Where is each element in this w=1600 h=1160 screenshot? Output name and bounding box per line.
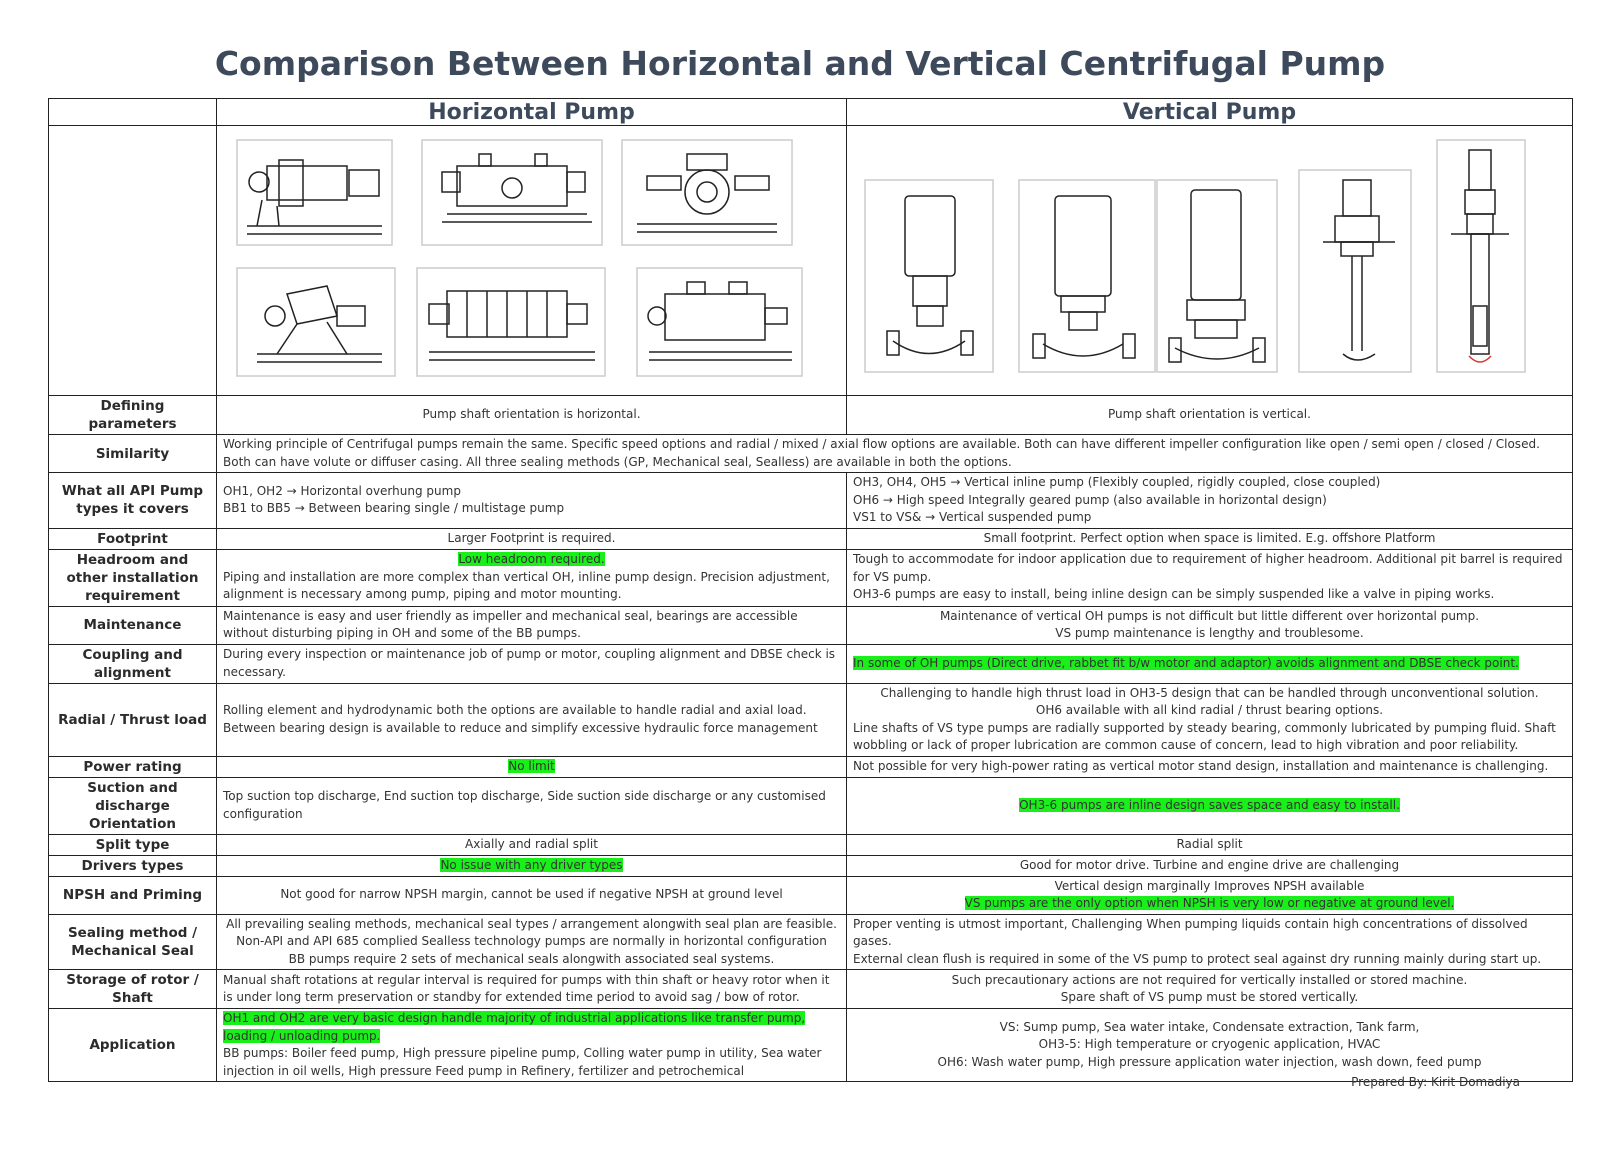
label-storage: Storage of rotor / Shaft — [49, 970, 217, 1009]
row-suction-discharge — [49, 777, 1573, 834]
pump-sketch-vs1 — [1437, 140, 1525, 372]
row-application — [49, 1009, 1573, 1082]
pump-sketch-bb2 — [622, 140, 792, 245]
horizontal-pump-drawings — [217, 126, 847, 396]
horizontal-defining: Pump shaft orientation is horizontal. — [217, 396, 847, 435]
label-similarity: Similarity — [49, 435, 217, 473]
vertical-api — [847, 473, 1573, 529]
label-footprint: Footprint — [49, 528, 217, 549]
vertical-pump-drawings — [847, 126, 1573, 396]
label-split-type: Split type — [49, 834, 217, 855]
vertical-headroom — [847, 549, 1573, 606]
image-row-label — [49, 126, 217, 396]
pump-sketch-bb1 — [422, 140, 602, 245]
vertical-split: Radial split — [847, 834, 1573, 855]
vertical-radial — [847, 683, 1573, 756]
vertical-maintenance — [847, 606, 1573, 644]
vertical-pump-sketches — [847, 126, 1573, 390]
horizontal-sealing — [217, 914, 847, 970]
pump-sketch-bb3 — [417, 268, 605, 376]
page-title: Comparison Between Horizontal and Vertical Centrifugal Pump — [214, 44, 1386, 83]
vertical-sealing — [847, 914, 1573, 970]
vertical-application-line-1: VS: Sump pump, Sea water intake, Condensate extraction, Tank farm, — [999, 1019, 1420, 1034]
vertical-headroom-line-1: Tough to accommodate for indoor application due to requirement of higher headroom. Additional pit barrel is required for VS pump. — [853, 552, 1563, 584]
horizontal-storage: Manual shaft rotations at regular interval is required for pumps with thin shaft or heavy rotor when it is under long term preservation or standby for extended time period to avoid sag / bow of rotor. — [217, 970, 847, 1009]
label-application: Application — [49, 1009, 217, 1082]
row-drivers-types — [49, 855, 1573, 876]
horizontal-radial-line-2: Between bearing design is available to reduce and simplify excessive hydraulic force management — [223, 720, 818, 735]
horizontal-headroom-line-1: Piping and installation are more complex than vertical OH, inline pump design. Precision adjustment, alignment is necessary among pump, piping and motor mounting. — [223, 569, 830, 602]
vertical-api-line-3: VS1 to VS& → Vertical suspended pump — [853, 510, 1092, 524]
corner-header — [49, 99, 217, 126]
label-sealing: Sealing method / Mechanical Seal — [49, 914, 217, 970]
vertical-radial-line-2: OH6 available with all kind radial / thrust bearing options. — [1035, 703, 1384, 717]
header-row — [49, 99, 1573, 126]
horizontal-radial-line-1: Rolling element and hydrodynamic both the options are available to handle radial and axial load. — [223, 703, 807, 717]
pump-sketch-oh5 — [1157, 180, 1277, 372]
horizontal-coupling: During every inspection or maintenance job of pump or motor, coupling alignment and DBSE check is necessary. — [217, 644, 847, 683]
vertical-npsh-highlight: VS pumps are the only option when NPSH is very low or negative at ground level. — [964, 896, 1455, 910]
pump-sketch-oh1 — [237, 140, 392, 245]
row-api-types — [49, 473, 1573, 529]
row-sealing — [49, 914, 1573, 970]
horizontal-maintenance: Maintenance is easy and user friendly as impeller and mechanical seal, bearings are accessible without disturbing piping in OH and some of the BB pumps. — [217, 606, 847, 644]
vertical-suction — [847, 777, 1573, 834]
label-npsh: NPSH and Priming — [49, 876, 217, 914]
horizontal-footprint: Larger Footprint is required. — [217, 528, 847, 549]
vertical-suction-highlight: OH3-6 pumps are inline design saves space and easy to install. — [1019, 797, 1400, 812]
horizontal-application-highlight: OH1 and OH2 are very basic design handle majority of industrial applications like transfer pump, loading / unloading pump. — [223, 1011, 806, 1043]
vertical-application-line-2: OH3-5: High temperature or cryogenic application, HVAC — [1038, 1037, 1381, 1052]
vertical-coupling-highlight: In some of OH pumps (Direct drive, rabbet fit b/w motor and adaptor) avoids alignment and DBSE check point. — [853, 655, 1519, 670]
horizontal-application — [217, 1009, 847, 1082]
label-api-types: What all API Pump types it covers — [49, 473, 217, 529]
row-defining-parameters — [49, 396, 1573, 435]
vertical-npsh-line-1: Vertical design marginally Improves NPSH available — [1054, 878, 1365, 893]
vertical-storage — [847, 970, 1573, 1009]
row-coupling — [49, 644, 1573, 683]
vertical-radial-line-3: Line shafts of VS type pumps are radially supported by steady bearing, commonly lubricated by pumping fluid. Shaft wobbling or lack of proper lubrication are common cause of concern, lead to high vibration and poor reliability. — [853, 720, 1556, 752]
pump-sketch-oh4 — [1019, 180, 1155, 372]
horizontal-sealing-line-3: BB pumps require 2 sets of mechanical seals alongwith associated seal systems. — [288, 951, 775, 966]
pump-sketch-oh2 — [237, 268, 395, 376]
vertical-drivers: Good for motor drive. Turbine and engine drive are challenging — [847, 855, 1573, 876]
image-row — [49, 126, 1573, 396]
vertical-footprint: Small footprint. Perfect option when space is limited. E.g. offshore Platform — [847, 528, 1573, 549]
vertical-maintenance-line-1: Maintenance of vertical OH pumps is not difficult but little different over horizontal pump. — [939, 608, 1480, 623]
horizontal-pump-sketches — [217, 126, 847, 390]
vertical-defining: Pump shaft orientation is vertical. — [847, 396, 1573, 435]
vertical-header: Vertical Pump — [847, 99, 1573, 126]
vertical-sealing-line-2: External clean flush is required in some of the VS pump to protect seal against dry running mainly during start up. — [853, 951, 1542, 966]
horizontal-power-highlight: No limit — [508, 758, 555, 773]
horizontal-header: Horizontal Pump — [217, 99, 847, 126]
vertical-api-line-1: OH3, OH4, OH5 → Vertical inline pump (Flexibly coupled, rigidly coupled, close coupled) — [853, 475, 1381, 489]
label-suction-discharge: Suction and discharge Orientation — [49, 777, 217, 834]
horizontal-power — [217, 756, 847, 777]
comparison-table — [48, 98, 1573, 1082]
similarity-line-1: Working principle of Centrifugal pumps remain the same. Specific speed options and radial / mixed / axial flow options are available. Both can have different impeller configuration like open / semi open / closed / Closed. — [223, 437, 1540, 451]
vertical-storage-line-2: Spare shaft of VS pump must be stored vertically. — [1060, 990, 1359, 1004]
horizontal-headroom-highlight: Low headroom required. — [458, 552, 605, 567]
pump-sketch-oh3 — [865, 180, 993, 372]
vertical-application-line-3: OH6: Wash water pump, High pressure application water injection, wash down, feed pump — [937, 1054, 1482, 1069]
vertical-application — [847, 1009, 1573, 1082]
vertical-npsh — [847, 876, 1573, 914]
label-power-rating: Power rating — [49, 756, 217, 777]
label-radial-thrust: Radial / Thrust load — [49, 683, 217, 756]
row-maintenance — [49, 606, 1573, 644]
horizontal-npsh: Not good for narrow NPSH margin, cannot be used if negative NPSH at ground level — [217, 876, 847, 914]
horizontal-split: Axially and radial split — [217, 834, 847, 855]
label-defining-parameters: Defining parameters — [49, 396, 217, 435]
label-headroom: Headroom and other installation requirement — [49, 549, 217, 606]
row-similarity — [49, 435, 1573, 473]
label-coupling: Coupling and alignment — [49, 644, 217, 683]
row-storage — [49, 970, 1573, 1009]
vertical-power: Not possible for very high-power rating as vertical motor stand design, installation and maintenance is challenging. — [847, 756, 1573, 777]
horizontal-api-line-1: OH1, OH2 → Horizontal overhung pump — [223, 483, 461, 498]
vertical-sealing-line-1: Proper venting is utmost important, Challenging When pumping liquids contain high concentrations of dissolved gases. — [853, 916, 1528, 948]
label-drivers-types: Drivers types — [49, 855, 217, 876]
horizontal-sealing-line-1: All prevailing sealing methods, mechanical seal types / arrangement alongwith seal plan are feasible. — [226, 916, 837, 931]
horizontal-sealing-line-2: Non-API and API 685 complied Sealless technology pumps are normally in horizontal configuration — [236, 934, 827, 948]
vertical-radial-line-1: Challenging to handle high thrust load in OH3-5 design that can be handled through unconventional solution. — [880, 685, 1539, 700]
vertical-storage-line-1: Such precautionary actions are not required for vertically installed or stored machine. — [951, 972, 1468, 987]
row-footprint — [49, 528, 1573, 549]
horizontal-suction: Top suction top discharge, End suction top discharge, Side suction side discharge or any customised configuration — [217, 777, 847, 834]
horizontal-headroom — [217, 549, 847, 606]
row-npsh — [49, 876, 1573, 914]
horizontal-api — [217, 473, 847, 529]
prepared-by: Prepared By: Kirit Domadiya — [1351, 1075, 1520, 1089]
vertical-maintenance-line-2: VS pump maintenance is lengthy and troublesome. — [1055, 626, 1364, 640]
vertical-api-line-2: OH6 → High speed Integrally geared pump (also available in horizontal design) — [853, 492, 1327, 507]
row-radial-thrust — [49, 683, 1573, 756]
pump-sketch-bb5 — [637, 268, 802, 376]
horizontal-application-line-1: BB pumps: Boiler feed pump, High pressure pipeline pump, Colling water pump in utility, Sea water injection in oil wells, High pressure Feed pump in Refinery, fertilizer and petrochemical — [223, 1046, 822, 1078]
pump-sketch-vs4 — [1299, 170, 1411, 372]
similarity-line-2: Both can have volute or diffuser casing. All three sealing methods (GP, Mechanical seal, Sealless) are available in both the options. — [223, 454, 1012, 469]
horizontal-api-line-2: BB1 to BB5 → Between bearing single / multistage pump — [223, 501, 565, 516]
horizontal-drivers-highlight: No issue with any driver types — [440, 857, 623, 872]
horizontal-radial — [217, 683, 847, 756]
horizontal-drivers — [217, 855, 847, 876]
vertical-headroom-line-2: OH3-6 pumps are easy to install, being inline design can be simply suspended like a valve in piping works. — [853, 587, 1495, 602]
label-maintenance: Maintenance — [49, 606, 217, 644]
row-headroom — [49, 549, 1573, 606]
vertical-coupling — [847, 644, 1573, 683]
row-power-rating — [49, 756, 1573, 777]
row-split-type — [49, 834, 1573, 855]
similarity-text — [217, 435, 1573, 473]
